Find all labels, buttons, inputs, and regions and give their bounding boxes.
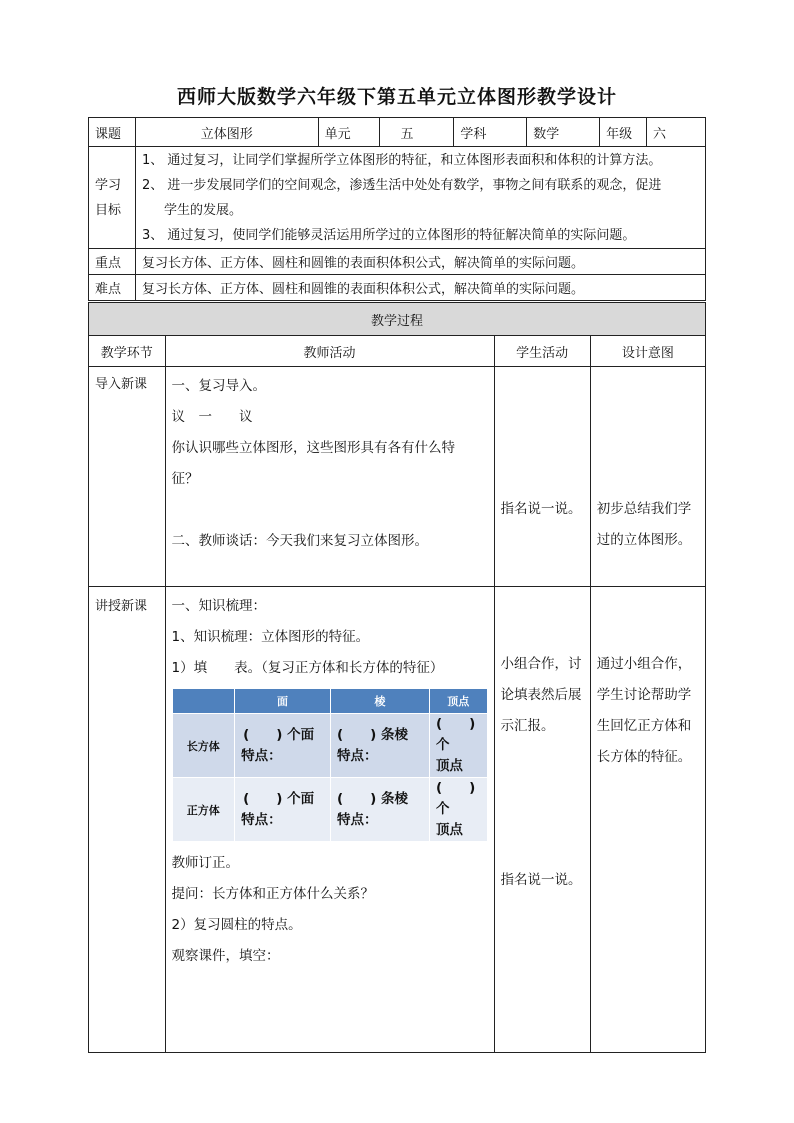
student-activity-intro: 指名说一说。 [494, 367, 590, 587]
column-header: 学生活动 [494, 336, 590, 367]
key-value: 复习长方体、正方体、圆柱和圆锥的表面积体积公式，解决简单的实际问题。 [135, 249, 705, 275]
goal-item: 学生的发展。 [163, 202, 242, 218]
text-line: 教师订正。 [171, 855, 239, 871]
text-line: 二、教师谈话：今天我们来复习立体图形。 [171, 533, 428, 549]
column-header: 教学环节 [89, 336, 166, 367]
fill-cell[interactable]: ( ) 个 顶点 [429, 778, 487, 842]
topic-value: 立体图形 [135, 118, 318, 147]
text-line: 提问：长方体和正方体什么关系？ [171, 886, 374, 902]
fill-cell[interactable]: ( ) 个面 特点： [235, 714, 331, 778]
subject-value: 数学 [527, 118, 600, 147]
column-header: 教师活动 [165, 336, 494, 367]
text-line [172, 495, 488, 526]
text-line: 一、复习导入。 [171, 378, 266, 394]
teaching-process-table [88, 302, 706, 1053]
text-line: 征？ [171, 471, 199, 487]
process-header: 教学过程 [89, 303, 706, 336]
text-line: 1）填 表。（复习正方体和长方体的特征） [171, 660, 444, 676]
fill-cell[interactable]: ( ) 个 顶点 [429, 714, 487, 778]
text-line: 2）复习圆柱的特点。 [171, 917, 302, 933]
key-label: 重点 [89, 249, 136, 275]
stage-intro: 导入新课 [89, 367, 166, 587]
design-intent-intro: 初步总结我们学 过的立体图形。 [590, 367, 705, 587]
grade-label: 年级 [600, 118, 647, 147]
unit-value: 五 [380, 118, 454, 147]
shape-feature-fill-table [172, 688, 488, 842]
teacher-activity-intro [165, 367, 494, 587]
stage-lecture: 讲授新课 [89, 587, 166, 1053]
unit-label: 单元 [318, 118, 380, 147]
goals-list [135, 147, 705, 249]
grade-value: 六 [647, 118, 706, 147]
text-line: 一、知识梳理： [171, 598, 266, 614]
fill-table-header: 面 [235, 689, 331, 714]
difficulty-value: 复习长方体、正方体、圆柱和圆锥的表面积体积公式，解决简单的实际问题。 [135, 275, 705, 301]
lesson-info-table [88, 117, 706, 301]
difficulty-label: 难点 [89, 275, 136, 301]
teacher-activity-lecture [165, 587, 494, 1053]
fill-row-label: 长方体 [172, 714, 235, 778]
fill-table-header: 顶点 [429, 689, 487, 714]
page-title: 西师大版数学六年级下第五单元立体图形教学设计 [176, 86, 617, 108]
fill-cell[interactable]: ( ) 条棱 特点： [331, 778, 430, 842]
fill-cell[interactable]: ( ) 个面 特点： [235, 778, 331, 842]
text-line: 议 一 议 [171, 409, 253, 425]
goal-item: 2、 进一步发展同学们的空间观念，渗透生活中处处有数学，事物之间有联系的观念，促进 [141, 177, 662, 193]
column-header: 设计意图 [590, 336, 705, 367]
design-intent-lecture: 通过小组合作， 学生讨论帮助学 生回忆正方体和 长方体的特征。 [590, 587, 705, 1053]
goal-item: 3、 通过复习，使同学们能够灵活运用所学过的立体图形的特征解决简单的实际问题。 [141, 227, 636, 243]
fill-table-header [172, 689, 235, 714]
fill-row-label: 正方体 [172, 778, 235, 842]
goals-label: 学习目标 [89, 147, 136, 249]
text-line: 观察课件，填空： [171, 948, 280, 964]
student-activity-lecture: 小组合作，讨 论填表然后展 示汇报。 指名说一说。 [494, 587, 590, 1053]
topic-label: 课题 [89, 118, 136, 147]
spacer [501, 742, 584, 865]
text-line: 你认识哪些立体图形，这些图形具有各有什么特 [171, 440, 455, 456]
text-line: 1、知识梳理：立体图形的特征。 [171, 629, 370, 645]
fill-cell[interactable]: ( ) 条棱 特点： [331, 714, 430, 778]
goal-item: 1、 通过复习，让同学们掌握所学立体图形的特征，和立体图形表面积和体积的计算方法。 [141, 152, 662, 168]
fill-table-header: 棱 [331, 689, 430, 714]
subject-label: 学科 [454, 118, 527, 147]
